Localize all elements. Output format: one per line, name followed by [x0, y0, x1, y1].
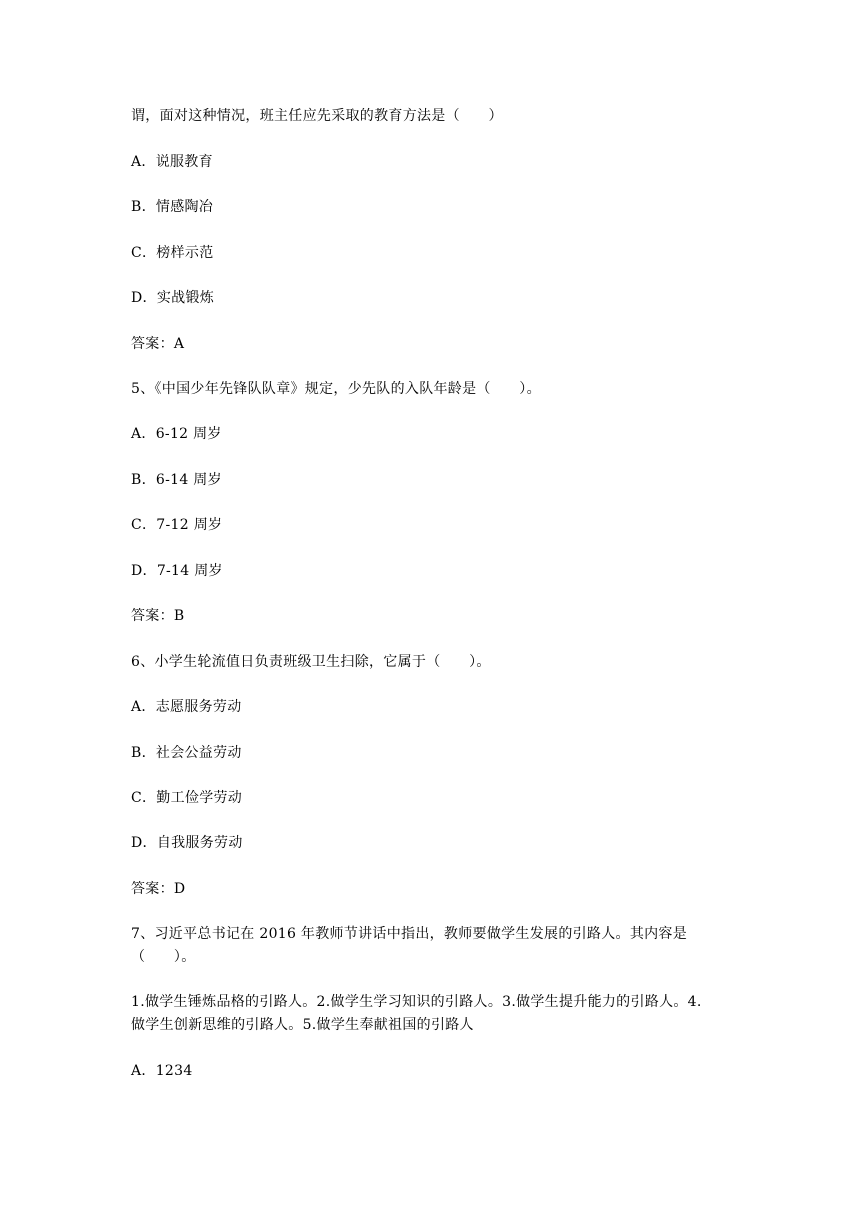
question-4-option-b: B．情感陶冶 [131, 199, 214, 215]
question-7-items-line-2: 做学生创新思维的引路人。5.做学生奉献祖国的引路人 [131, 1017, 474, 1033]
question-6-option-b: B．社会公益劳动 [131, 745, 242, 761]
question-6-stem: 6、小学生轮流值日负责班级卫生扫除，它属于（ ）。 [131, 654, 491, 670]
question-4-option-d: D．实战锻炼 [131, 290, 215, 306]
question-4-option-a: A．说服教育 [131, 154, 213, 170]
question-5-option-c: C．7-12 周岁 [131, 517, 223, 533]
question-5-option-a: A．6-12 周岁 [131, 426, 222, 442]
question-5-option-d: D．7-14 周岁 [131, 563, 223, 579]
question-4-answer: 答案：A [131, 336, 185, 352]
question-6-answer: 答案：D [131, 881, 186, 897]
question-5-answer: 答案：B [131, 608, 185, 624]
question-6-option-d: D．自我服务劳动 [131, 835, 243, 851]
question-5-option-b: B．6-14 周岁 [131, 472, 222, 488]
question-7-items-line-1: 1.做学生锤炼品格的引路人。2.做学生学习知识的引路人。3.做学生提升能力的引路人。4. [131, 994, 702, 1010]
question-5-stem: 5、《中国少年先锋队队章》规定，少先队的入队年龄是（ ）。 [131, 381, 541, 397]
question-4-option-c: C．榜样示范 [131, 245, 214, 261]
question-6-option-c: C．勤工俭学劳动 [131, 790, 243, 806]
question-7-stem-line-2: （ ）。 [131, 949, 196, 965]
question-7-stem-line-1: 7、习近平总书记在 2016 年教师节讲话中指出，教师要做学生发展的引路人。其内容是 [131, 926, 688, 942]
question-4-stem-continued: 谓，面对这种情况，班主任应先采取的教育方法是（ ） [131, 108, 503, 124]
question-6-option-a: A．志愿服务劳动 [131, 699, 242, 715]
question-7-option-a: A．1234 [131, 1063, 193, 1079]
